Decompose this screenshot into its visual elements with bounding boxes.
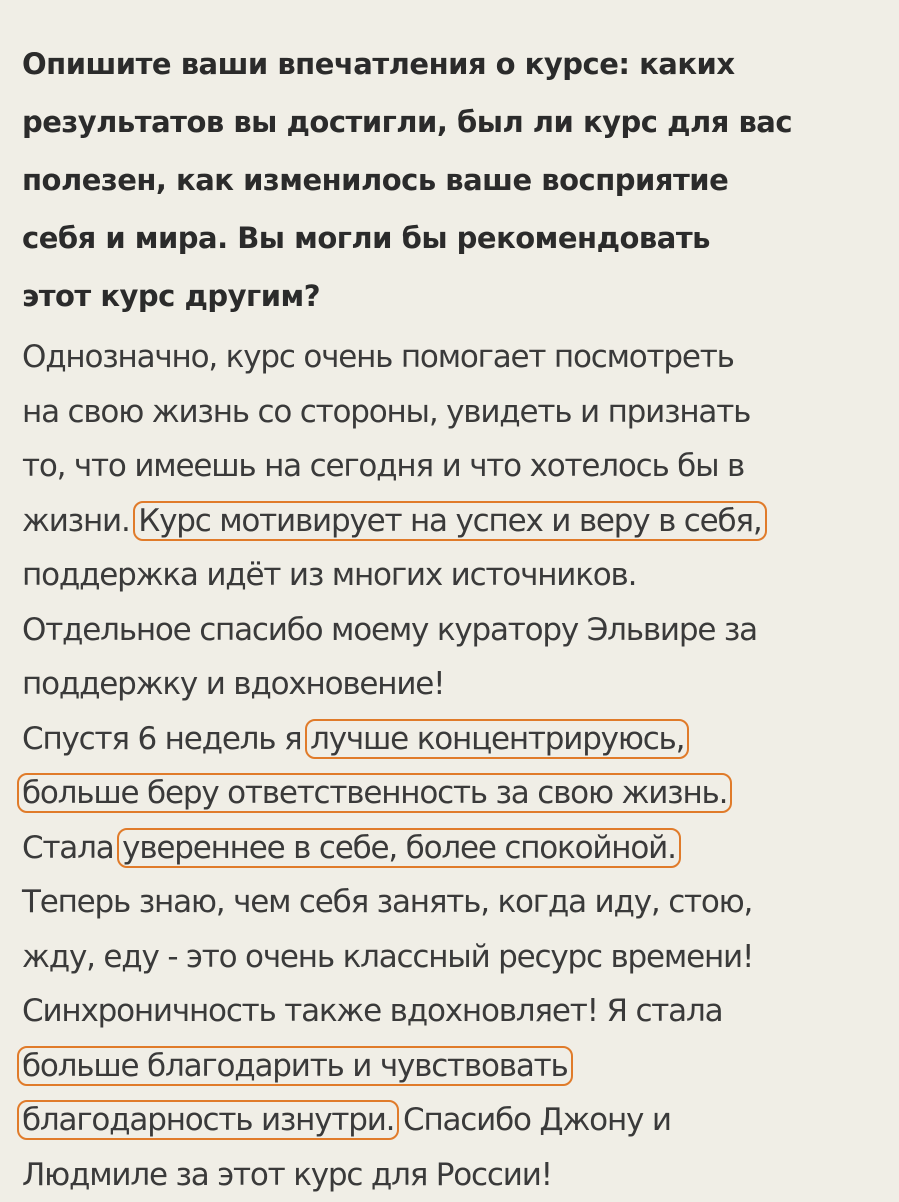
highlight-responsibility: больше беру ответственность за свою жизнь. [17, 773, 732, 813]
answer-line: на свою жизнь со стороны, увидеть и признать [22, 385, 892, 440]
answer-text-segment: жизни. [22, 503, 138, 539]
question-line: результатов вы достигли, был ли курс для вас [22, 93, 882, 151]
answer-line: поддержку и вдохновение! [22, 657, 892, 712]
highlight-gratitude-inside: благодарность изнутри. [17, 1100, 399, 1140]
highlight-concentration: лучше концентрируюсь, [305, 719, 689, 759]
highlight-gratitude: больше благодарить и чувствовать [17, 1046, 573, 1086]
question-line: этот курс другим? [22, 267, 882, 325]
answer-text [22, 330, 892, 1202]
answer-line [22, 712, 892, 767]
answer-line: Отдельное спасибо моему куратору Эльвире за [22, 603, 892, 658]
answer-line: то, что имеешь на сегодня и что хотелось бы в [22, 439, 892, 494]
question-line: себя и мира. Вы могли бы рекомендовать [22, 209, 882, 267]
answer-line [22, 1093, 892, 1148]
answer-line [22, 494, 892, 549]
highlight-confidence: увереннее в себе, более спокойной. [117, 828, 681, 868]
answer-text-segment: Стала [22, 830, 122, 866]
answer-line [22, 821, 892, 876]
answer-line [22, 1039, 892, 1094]
answer-line: Людмиле за этот курс для России! [22, 1148, 892, 1202]
answer-text-segment: Спасибо Джону и [394, 1102, 670, 1138]
answer-line: Теперь знаю, чем себя занять, когда иду, стою, [22, 875, 892, 930]
question-heading [22, 35, 882, 325]
answer-text-segment: Спустя 6 недель я [22, 721, 310, 757]
answer-line: поддержка идёт из многих источников. [22, 548, 892, 603]
highlight-motivation: Курс мотивирует на успех и веру в себя, [133, 501, 766, 541]
question-line: Опишите ваши впечатления о курсе: каких [22, 35, 882, 93]
answer-line [22, 766, 892, 821]
answer-line: Однозначно, курс очень помогает посмотреть [22, 330, 892, 385]
question-line: полезен, как изменилось ваше восприятие [22, 151, 882, 209]
answer-line: жду, еду - это очень классный ресурс времени! [22, 930, 892, 985]
answer-line: Синхроничность также вдохновляет! Я стала [22, 984, 892, 1039]
